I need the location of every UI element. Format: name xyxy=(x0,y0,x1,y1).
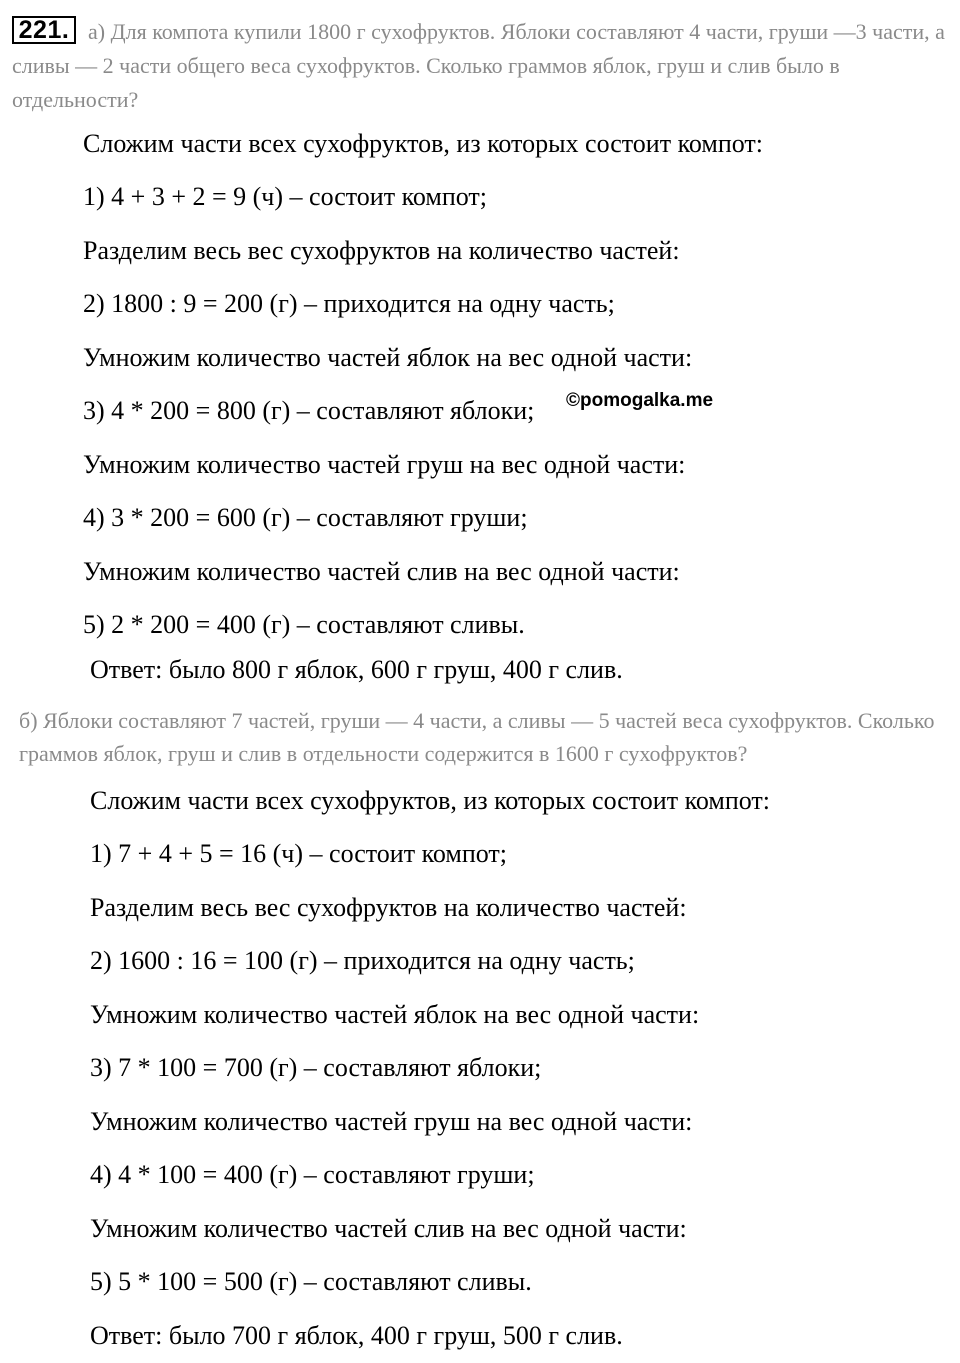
part-b-answer: Ответ: было 700 г яблок, 400 г груш, 500 г слив. xyxy=(90,1321,623,1350)
part-b-line-4: 2) 1600 : 16 = 100 (г) – приходится на одну часть; xyxy=(90,946,635,975)
part-b-line-5: Умножим количество частей яблок на вес одной части: xyxy=(90,1000,700,1029)
part-a-line-1: Сложим части всех сухофруктов, из которых состоит компот: xyxy=(83,129,763,158)
part-a-line-9: Умножим количество частей слив на вес одной части: xyxy=(83,557,680,586)
part-a-line-10: 5) 2 * 200 = 400 (г) – составляют сливы. xyxy=(83,610,525,639)
part-b-line-2: 1) 7 + 4 + 5 = 16 (ч) – состоит компот; xyxy=(90,839,507,868)
watermark-text: ©pomogalka.me xyxy=(566,390,714,411)
part-a-line-7: Умножим количество частей груш на вес одной части: xyxy=(83,450,686,479)
part-a-line-6: 3) 4 * 200 = 800 (г) – составляют яблоки; xyxy=(83,396,535,425)
part-b-line-10: 5) 5 * 100 = 500 (г) – составляют сливы. xyxy=(90,1267,532,1296)
problem-number-box: 221. xyxy=(12,16,76,44)
part-b-line-6: 3) 7 * 100 = 700 (г) – составляют яблоки; xyxy=(90,1053,542,1082)
part-b-line-7: Умножим количество частей груш на вес одной части: xyxy=(90,1107,693,1136)
part-b-line-3: Разделим весь вес сухофруктов на количество частей: xyxy=(90,893,687,922)
part-a-line-5: Умножим количество частей яблок на вес одной части: xyxy=(83,343,693,372)
part-b-statement: б) Яблоки составляют 7 частей, груши — 4 части, а сливы — 5 частей веса сухофруктов. Сколько граммов яблок, груш и слив в отдельности содержится в 1600 г сухофруктов? xyxy=(19,708,935,766)
part-a-line-2: 1) 4 + 3 + 2 = 9 (ч) – состоит компот; xyxy=(83,182,487,211)
part-a-line-4: 2) 1800 : 9 = 200 (г) – приходится на одну часть; xyxy=(83,289,615,318)
part-a-answer: Ответ: было 800 г яблок, 600 г груш, 400 г слив. xyxy=(90,655,623,684)
part-b-line-1: Сложим части всех сухофруктов, из которых состоит компот: xyxy=(90,786,770,815)
part-a-line-8: 4) 3 * 200 = 600 (г) – составляют груши; xyxy=(83,503,528,532)
part-b-line-8: 4) 4 * 100 = 400 (г) – составляют груши; xyxy=(90,1160,535,1189)
part-b-line-9: Умножим количество частей слив на вес одной части: xyxy=(90,1214,687,1243)
part-a-statement: а) Для компота купили 1800 г сухофруктов. Яблоки составляют 4 части, груши —3 части, а сливы — 2 части общего веса сухофруктов. Сколько граммов яблок, груш и слив было в отдельности? xyxy=(12,19,945,112)
part-a-line-3: Разделим весь вес сухофруктов на количество частей: xyxy=(83,236,680,265)
